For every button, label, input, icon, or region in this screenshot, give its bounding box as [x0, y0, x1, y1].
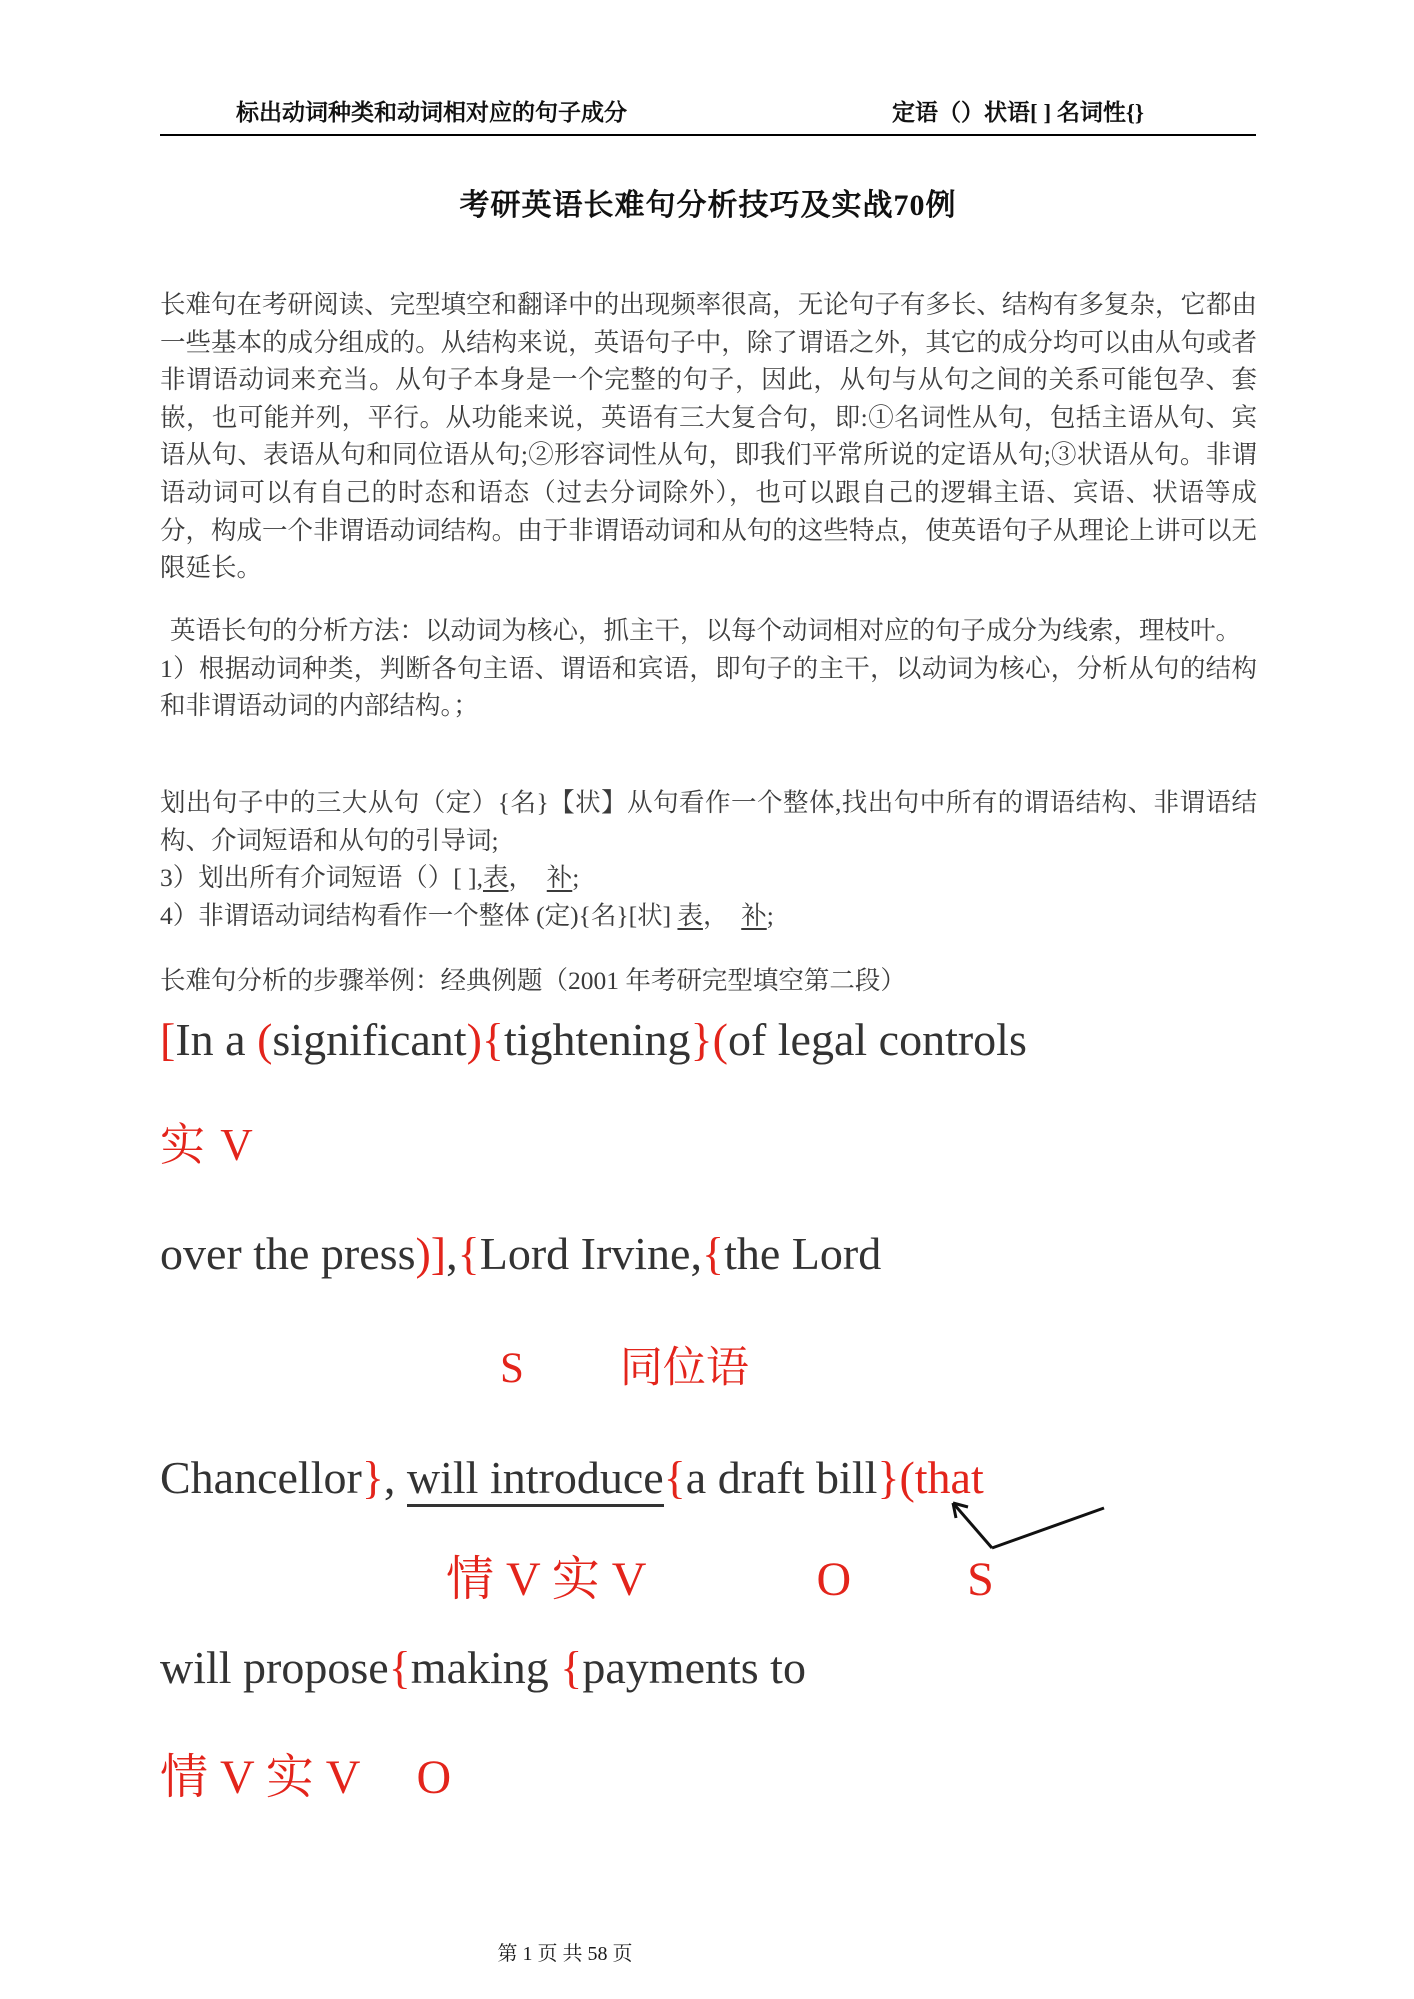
brace-open: {: [457, 1228, 480, 1279]
step-3-separator: ，: [508, 863, 547, 893]
brace-open: {: [388, 1642, 411, 1693]
sentence-text: will propose: [160, 1642, 389, 1693]
comma: ,: [383, 1452, 407, 1503]
analysis-line-1: [160, 1014, 1027, 1067]
method-intro: 英语长句的分析方法：以动词为核心，抓主干，以每个动词相对应的句子成分为线索，理枝叶。: [170, 616, 1242, 645]
sentence-text: payments to: [582, 1642, 806, 1693]
annotation-appositive: 同位语: [619, 1345, 749, 1392]
step-3-text: 3）划出所有介词短语（）[ ],: [160, 863, 483, 893]
brace-open: {: [560, 1642, 583, 1693]
brace-open: {: [663, 1452, 686, 1503]
annotation-qing-v-shi-v: 情 V 实 V: [446, 1553, 647, 1606]
method-step-1: 1）根据动词种类，判断各句主语、谓语和宾语，即句子的主干，以动词为核心，分析从句的结构和非谓语动词的内部结构。；: [160, 653, 1257, 721]
method-section: [160, 612, 1257, 725]
paren-open: (: [257, 1014, 273, 1065]
steps-section: [160, 784, 1257, 934]
brace-open: {: [701, 1228, 725, 1279]
annotation-qing-v-shi-v: 情 V 实 V: [160, 1751, 361, 1804]
page-header: [160, 94, 1256, 136]
paren-bracket-close: )]: [415, 1228, 447, 1279]
step-3: [160, 859, 1257, 897]
annotation-shi-v: 实 V: [160, 1120, 255, 1170]
sentence-text: tightening: [504, 1014, 691, 1065]
document-title: 考研英语长难句分析技巧及实战70例: [459, 189, 957, 222]
step-4-end: ;: [766, 900, 774, 930]
sentence-text: the Lord: [724, 1228, 882, 1279]
step-4-underline-biao: 表: [677, 900, 703, 930]
brace-close: }: [361, 1452, 384, 1503]
header-annotation-right: 定语（）状语[ ] 名词性{}: [892, 100, 1144, 125]
sentence-text: Lord Irvine,: [479, 1228, 702, 1279]
annotation-verb-object-subject: [160, 1552, 994, 1607]
step-3-underline-bu: 补: [546, 863, 573, 893]
verb-underlined: will introduce: [407, 1452, 664, 1507]
step-4-underline-bu: 补: [741, 900, 767, 930]
annotation-o: O: [416, 1751, 452, 1804]
sentence-text: over the press: [160, 1228, 416, 1279]
arrow-annotation: [938, 1492, 1118, 1554]
step-clauses: 划出句子中的三大从句（定）{名}【状】从句看作一个整体,找出句中所有的谓语结构、非谓语结构、介词短语和从句的引导词;: [160, 788, 1257, 855]
sentence-text: Chancellor: [160, 1452, 362, 1503]
brace-close-paren-open: }(: [690, 1014, 728, 1065]
analysis-line-3: [160, 1452, 984, 1505]
annotation-s: S: [500, 1345, 524, 1392]
step-4: [160, 897, 1257, 935]
sentence-text: significant: [272, 1014, 467, 1065]
intro-paragraph: 长难句在考研阅读、完型填空和翻译中的出现频率很高，无论句子有多长、结构有多复杂，它都由一些基本的成分组成的。从结构来说，英语句子中，除了谓语之外，其它的成分均可以由从句或者非谓语动词来充当。从句子本身是一个完整的句子，因此，从句与从句之间的关系可能包孕、套嵌，也可能并列，平行。从功能来说，英语有三大复合句，即:①名词性从句，包括主语从句、宾语从句、表语从句和同位语从句;②形容词性从句，即我们平常所说的定语从句;③状语从句。非谓语动词可以有自己的时态和语态（过去分词除外），也可以跟自己的逻辑主语、宾语、状语等成分，构成一个非谓语动词结构。由于非谓语动词和从句的这些特点，使英语句子从理论上讲可以无限延长。: [160, 290, 1257, 583]
step-4-text: 4）非谓语动词结构看作一个整体 (定){名}[状]: [160, 900, 678, 930]
annotation-verb-object: [160, 1750, 451, 1805]
annotation-s: S: [967, 1553, 994, 1606]
sentence-text: of legal controls: [727, 1014, 1027, 1065]
paren-close-brace-open: ){: [466, 1014, 504, 1065]
analysis-line-4: [160, 1642, 806, 1695]
bracket-open: [: [160, 1014, 176, 1065]
analysis-line-2: [160, 1228, 881, 1281]
annotation-subject-appositive: [160, 1344, 749, 1393]
header-annotation-left: 标出动词种类和动词相对应的句子成分: [236, 100, 627, 125]
brace-close-paren-that: }(that: [877, 1452, 984, 1503]
comma: ,: [446, 1228, 458, 1279]
example-intro: 长难句分析的步骤举例：经典例题（2001 年考研完型填空第二段）: [160, 966, 906, 995]
step-3-underline-biao: 表: [482, 863, 509, 893]
step-4-separator: ，: [702, 900, 742, 930]
sentence-text: a draft bill: [685, 1452, 878, 1503]
sentence-text: making: [410, 1642, 561, 1693]
sentence-text: In a: [175, 1014, 258, 1065]
step-3-end: ;: [572, 863, 580, 893]
annotation-o: O: [816, 1553, 852, 1606]
page-number: 第 1 页 共 58 页: [497, 1943, 633, 1965]
